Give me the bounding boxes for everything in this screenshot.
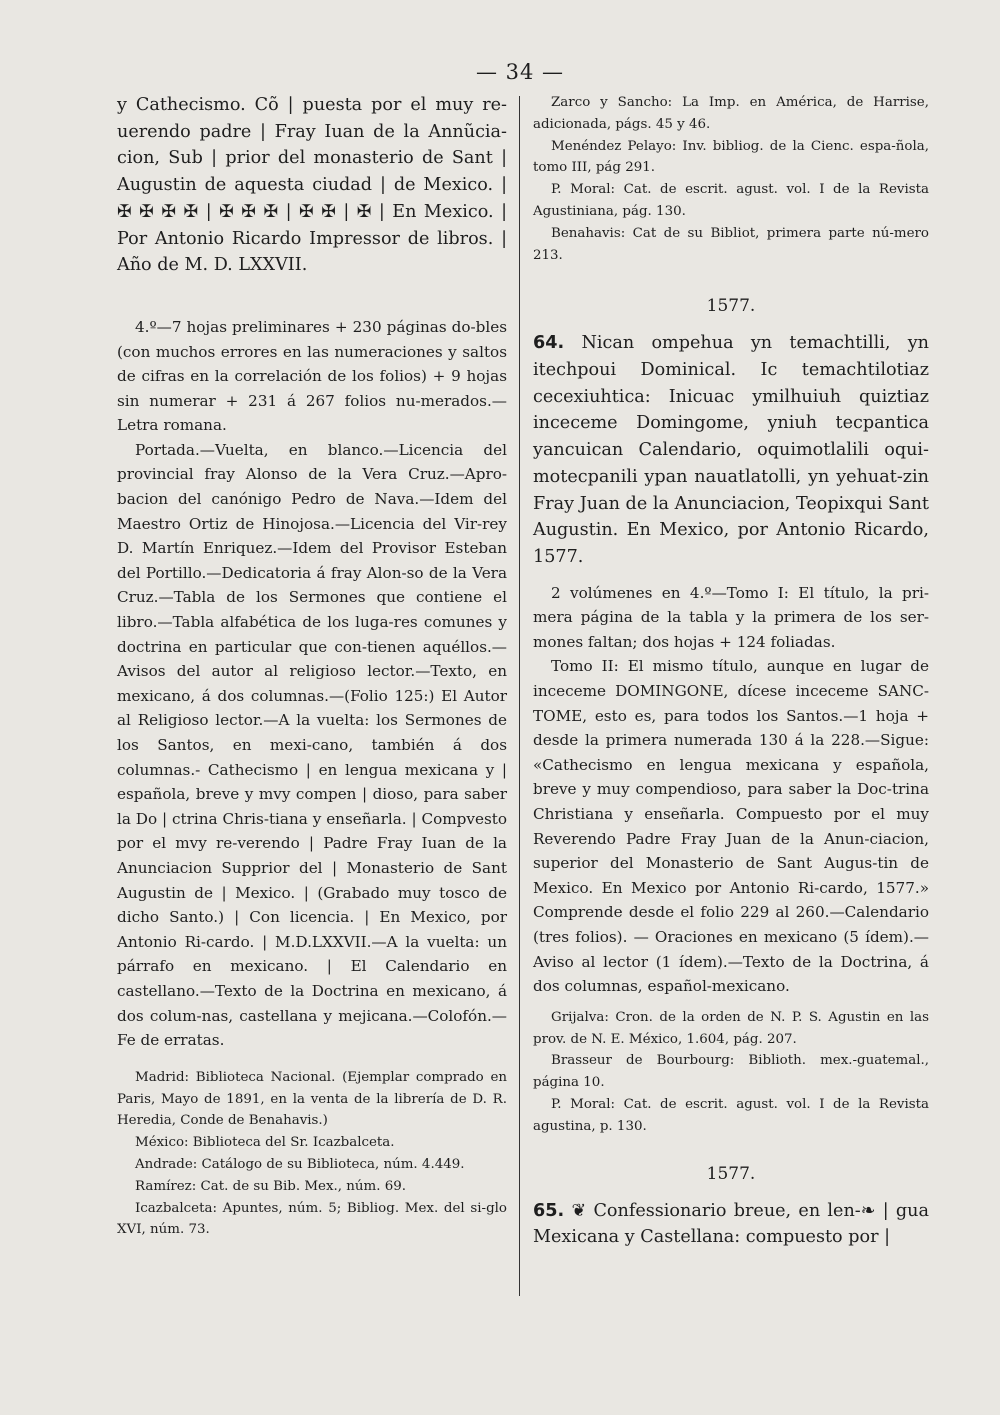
year-heading: 1577. [706,1163,756,1184]
entry-64-tomo-ii: Tomo II: El mismo título, aunque en lugar de inceceme DOMINGONE, dícese inceceme SANC-TOME, esto es, para todos los Santos.—1 hoja + desde la primera numerada 130 á la 228.—Sigue: «Cathecismo en lengua mexicana y española, breve y muy compendioso, para saber la Doc-trina Christiana y enseñarla. Compuesto por el muy Reverendo Padre Fray Juan de la Anun-ciacion, superior del Monasterio de Sant Augus-tin de Mexico. En Mexico por Antonio Ri-cardo, 1577.» Comprende desde el folio 229 al 260.—Calendario (tres folios). — Oraciones en mexicano (5 ídem).—Aviso al lector (1 ídem).—Texto de la Doctrina, á dos columnas, español-mexicano. [533,657,929,996]
reference-item: Benahavis: Cat de su Bibliot, primera parte nú-mero 213. [533,225,929,263]
left-column [117,92,507,1241]
references-top [533,92,929,266]
references-left [117,1067,507,1241]
entry-title-text: ❦ Confessionario breue, en len-❧ | gua Mexicana y Castellana: compuesto por | [533,1200,930,1248]
reference-item: Andrade: Catálogo de su Biblioteca, núm. 4.449. [135,1156,465,1172]
page-number: — 34 — [475,60,565,84]
year-heading: 1577. [706,296,756,317]
reference-item: Madrid: Biblioteca Nacional. (Ejemplar comprado en Paris, Mayo de 1891, en la venta de la librería de D. R. Heredia, Conde de Benahavis.) [117,1069,507,1129]
entry-64-title [533,330,929,570]
reference-item: P. Moral: Cat. de escrit. agust. vol. I de la Revista agustina, p. 130. [533,1096,929,1134]
entry-number: 64. [533,333,565,354]
reference-item: Brasseur de Bourbourg: Biblioth. mex.-guatemal., página 10. [533,1053,929,1091]
column-divider [519,96,520,1296]
reference-item: P. Moral: Cat. de escrit. agust. vol. I de la Revista Agustiniana, pág. 130. [533,182,929,219]
reference-item: Grijalva: Cron. de la orden de N. P. S. Agustin en las prov. de N. E. México, 1.604, pág. 207. [533,1009,929,1047]
reference-item: Icazbalceta: Apuntes, núm. 5; Bibliog. Mex. del si-glo XVI, núm. 73. [117,1200,507,1238]
reference-item: Ramírez: Cat. de su Bib. Mex., núm. 69. [135,1178,407,1194]
reference-item: México: Biblioteca del Sr. Icazbalceta. [135,1135,395,1151]
contents-description: Portada.—Vuelta, en blanco.—Licencia del provincial fray Alonso de la Vera Cruz.—Apro-bacion del canónigo Pedro de Nava.—Idem del Maestro Ortiz de Hinojosa.—Licencia del Vir-rey D. Martín Enriquez.—Idem del Provisor Esteban del Portillo.—Dedicatoria á fray Alon-so de la Vera Cruz.—Tabla de los Sermones que contiene el libro.—Tabla alfabética de los luga-res comunes y doctrina en particular que con-tienen aquéllos.—Avisos del autor al religioso lector.—Texto, en mexicano, á dos columnas.—(Folio 125:) El Autor al Religioso lector.—A la vuelta: los Sermones de los Santos, en mexi-cano, también á dos columnas.- Cathecismo | en lengua mexicana y | española, breve y mvy compen | dioso, para saber la Do | ctrina Chris-tiana y enseñarla. | Compvesto por el mvy re-verendo | Padre Fray Iuan de la Anunciacion Supprior del | Monasterio de Sant Augustin de | Mexico. | (Grabado muy tosco de dicho Santo.) | Con licencia. | En Mexico, por Antonio Ri-cardo. | M.D.LXXVII.—A la vuelta: un párrafo en mexicano. | El Calendario en castellano.—Texto de la Doctrina en mexicano, á dos colum-nas, castellana y mejicana.—Colofón.—Fe de erratas. [117,440,507,1050]
entry-number: 65. [533,1200,565,1221]
references-entry-64 [533,1007,929,1138]
reference-item: Zarco y Sancho: La Imp. en América, de Harrise, adicionada, págs. 45 y 46. [533,95,929,132]
right-column [533,92,929,1251]
physical-description: 4.º—7 hojas preliminares + 230 páginas do-bles (con muchos errores en las numeraciones y saltos de cifras en la correlación de los folios) + 9 hojas sin numerar + 231 á 267 folios nu-merados.—Letra romana. [117,317,507,435]
entry-title-text: Nican ompehua yn temachtilli, yn itechpoui Dominical. Ic temachtilotiaz cecexiuhtica: Inicuac ymilhuiuh quiztiaz inceceme Domingome, yniuh tecpantica yancuican Calendario, oquimotlalili oqui-motecpanili ypan nauatlatolli, yn yehuat-zin Fray Juan de la Anunciacion, Teopixqui Sant Augustin. En Mexico, por Antonio Ricardo, 1577. [533,333,929,567]
entry-65-title [533,1198,929,1251]
title-continuation: y Cathecismo. Cõ | puesta por el muy re-uerendo padre | Fray Iuan de la Annũcia-cion, Sub | prior del monasterio de Sant | Augustin de aquesta ciudad | de Mexico. | ✠ ✠ ✠ ✠ | ✠ ✠ ✠ | ✠ ✠ | ✠ | En Mexico. | Por Antonio Ricardo Impressor de libros. | Año de M. D. LXXVII. [117,95,507,276]
reference-item: Menéndez Pelayo: Inv. bibliog. de la Cienc. espa-ñola, tomo III, pág 291. [533,138,929,176]
entry-64-volumes: 2 volúmenes en 4.º—Tomo I: El título, la pri-mera página de la tabla y la primera de los ser-mones faltan; dos hojas + 124 foliadas. [533,583,929,651]
